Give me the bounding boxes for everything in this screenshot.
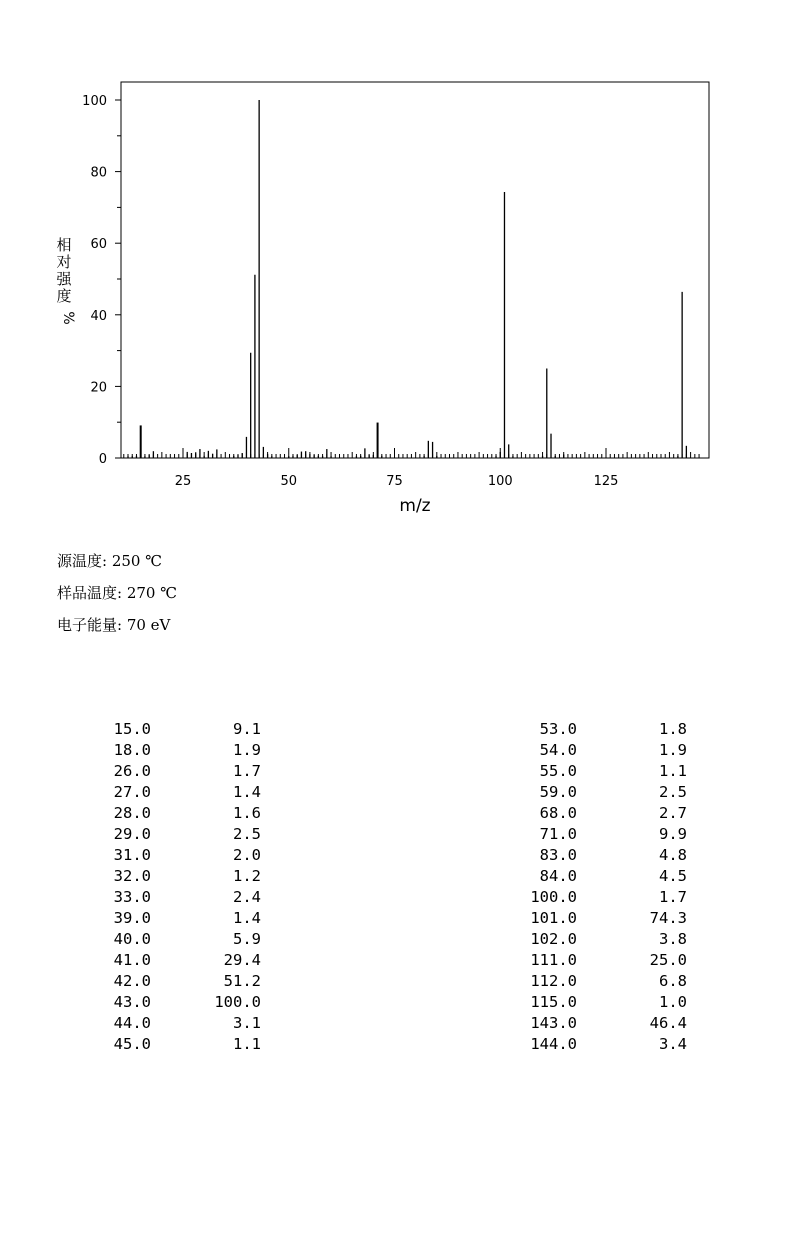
intensity-value: 1.7 xyxy=(233,762,261,780)
y-tick-label: 60 xyxy=(90,237,107,253)
intensity-value: 1.4 xyxy=(233,783,261,801)
mz-value: 71.0 xyxy=(539,825,577,843)
intensity-value: 2.5 xyxy=(233,825,261,843)
x-tick-label: 50 xyxy=(280,474,298,489)
intensity-value: 4.5 xyxy=(659,867,687,885)
mz-value: 39.0 xyxy=(113,909,151,927)
intensity-value: 1.1 xyxy=(659,762,687,780)
intensity-value: 2.5 xyxy=(659,783,687,801)
mz-value: 101.0 xyxy=(530,909,577,927)
y-tick-label: 40 xyxy=(90,308,107,324)
plot-frame xyxy=(121,82,709,458)
mz-value: 83.0 xyxy=(539,846,577,864)
y-tick-label: 80 xyxy=(90,165,107,181)
intensity-value: 2.7 xyxy=(659,804,687,822)
intensity-value: 6.8 xyxy=(659,972,687,990)
peak-bars xyxy=(128,100,686,458)
intensity-value: 3.8 xyxy=(659,930,687,948)
mz-value: 27.0 xyxy=(113,783,151,801)
mass-spectrum-chart xyxy=(0,0,794,530)
sample-temperature: 样品温度: 270 ℃ xyxy=(57,584,178,602)
intensity-value: 1.9 xyxy=(233,741,261,759)
intensity-value: 1.4 xyxy=(233,909,261,927)
intensity-value: 1.9 xyxy=(659,741,687,759)
mz-value: 33.0 xyxy=(113,888,151,906)
intensity-value: 1.2 xyxy=(233,867,261,885)
y-axis-label xyxy=(56,236,76,325)
mz-value: 26.0 xyxy=(113,762,151,780)
x-tick-label: 25 xyxy=(174,474,192,489)
y-tick-label: 100 xyxy=(82,94,107,109)
x-tick-label: 100 xyxy=(487,474,513,489)
mz-value: 31.0 xyxy=(113,846,151,864)
y-axis xyxy=(82,94,121,467)
intensity-value: 5.9 xyxy=(233,930,261,948)
intensity-value: 3.1 xyxy=(233,1014,261,1032)
y-tick-label: 20 xyxy=(90,380,107,396)
y-axis-label-char: 对 xyxy=(56,253,72,271)
intensity-value: 51.2 xyxy=(223,972,261,990)
y-axis-label-char: 度 xyxy=(56,287,72,305)
mz-value: 32.0 xyxy=(113,867,151,885)
mz-value: 111.0 xyxy=(530,951,577,969)
mz-value: 68.0 xyxy=(539,804,577,822)
mz-value: 40.0 xyxy=(113,930,151,948)
intensity-value: 2.0 xyxy=(233,846,261,864)
intensity-value: 1.8 xyxy=(659,720,687,738)
intensity-value: 74.3 xyxy=(649,909,687,927)
intensity-value: 3.4 xyxy=(659,1035,687,1053)
source-temperature: 源温度: 250 ℃ xyxy=(57,552,163,570)
mz-value: 100.0 xyxy=(530,888,577,906)
mz-value: 144.0 xyxy=(530,1035,577,1053)
mz-value: 55.0 xyxy=(539,762,577,780)
mz-value: 112.0 xyxy=(530,972,577,990)
intensity-value: 29.4 xyxy=(223,951,261,969)
intensity-value: 1.0 xyxy=(659,993,687,1011)
mz-value: 29.0 xyxy=(113,825,151,843)
x-tick-label: 75 xyxy=(386,474,403,489)
intensity-value: 1.6 xyxy=(233,804,261,822)
intensity-value: 4.8 xyxy=(659,846,687,864)
intensity-value: 25.0 xyxy=(649,951,687,969)
mz-value: 43.0 xyxy=(113,993,151,1011)
mz-value: 45.0 xyxy=(113,1035,151,1053)
mz-value: 18.0 xyxy=(113,741,151,759)
y-axis-label-char: 相 xyxy=(56,236,72,254)
y-tick-label: 0 xyxy=(98,452,107,467)
mz-value: 115.0 xyxy=(530,993,577,1011)
x-axis-label: m/z xyxy=(399,496,431,516)
mz-value: 54.0 xyxy=(539,741,577,759)
mz-value: 102.0 xyxy=(530,930,577,948)
mz-value: 84.0 xyxy=(539,867,577,885)
y-axis-label-char: % xyxy=(60,311,76,325)
x-axis xyxy=(124,448,699,489)
intensity-value: 100.0 xyxy=(214,993,261,1011)
x-tick-label: 125 xyxy=(593,474,619,489)
intensity-value: 46.4 xyxy=(649,1014,687,1032)
mz-value: 143.0 xyxy=(530,1014,577,1032)
mz-value: 42.0 xyxy=(113,972,151,990)
intensity-value: 1.1 xyxy=(233,1035,261,1053)
mz-value: 44.0 xyxy=(113,1014,151,1032)
mz-value: 15.0 xyxy=(113,720,151,738)
intensity-value: 2.4 xyxy=(233,888,261,906)
electron-energy: 电子能量: 70 eV xyxy=(57,616,171,634)
mz-value: 53.0 xyxy=(539,720,577,738)
intensity-value: 9.9 xyxy=(659,825,687,843)
intensity-value: 9.1 xyxy=(233,720,261,738)
mz-value: 41.0 xyxy=(113,951,151,969)
intensity-value: 1.7 xyxy=(659,888,687,906)
mz-value: 28.0 xyxy=(113,804,151,822)
y-axis-label-char: 强 xyxy=(56,270,72,288)
mz-value: 59.0 xyxy=(539,783,577,801)
